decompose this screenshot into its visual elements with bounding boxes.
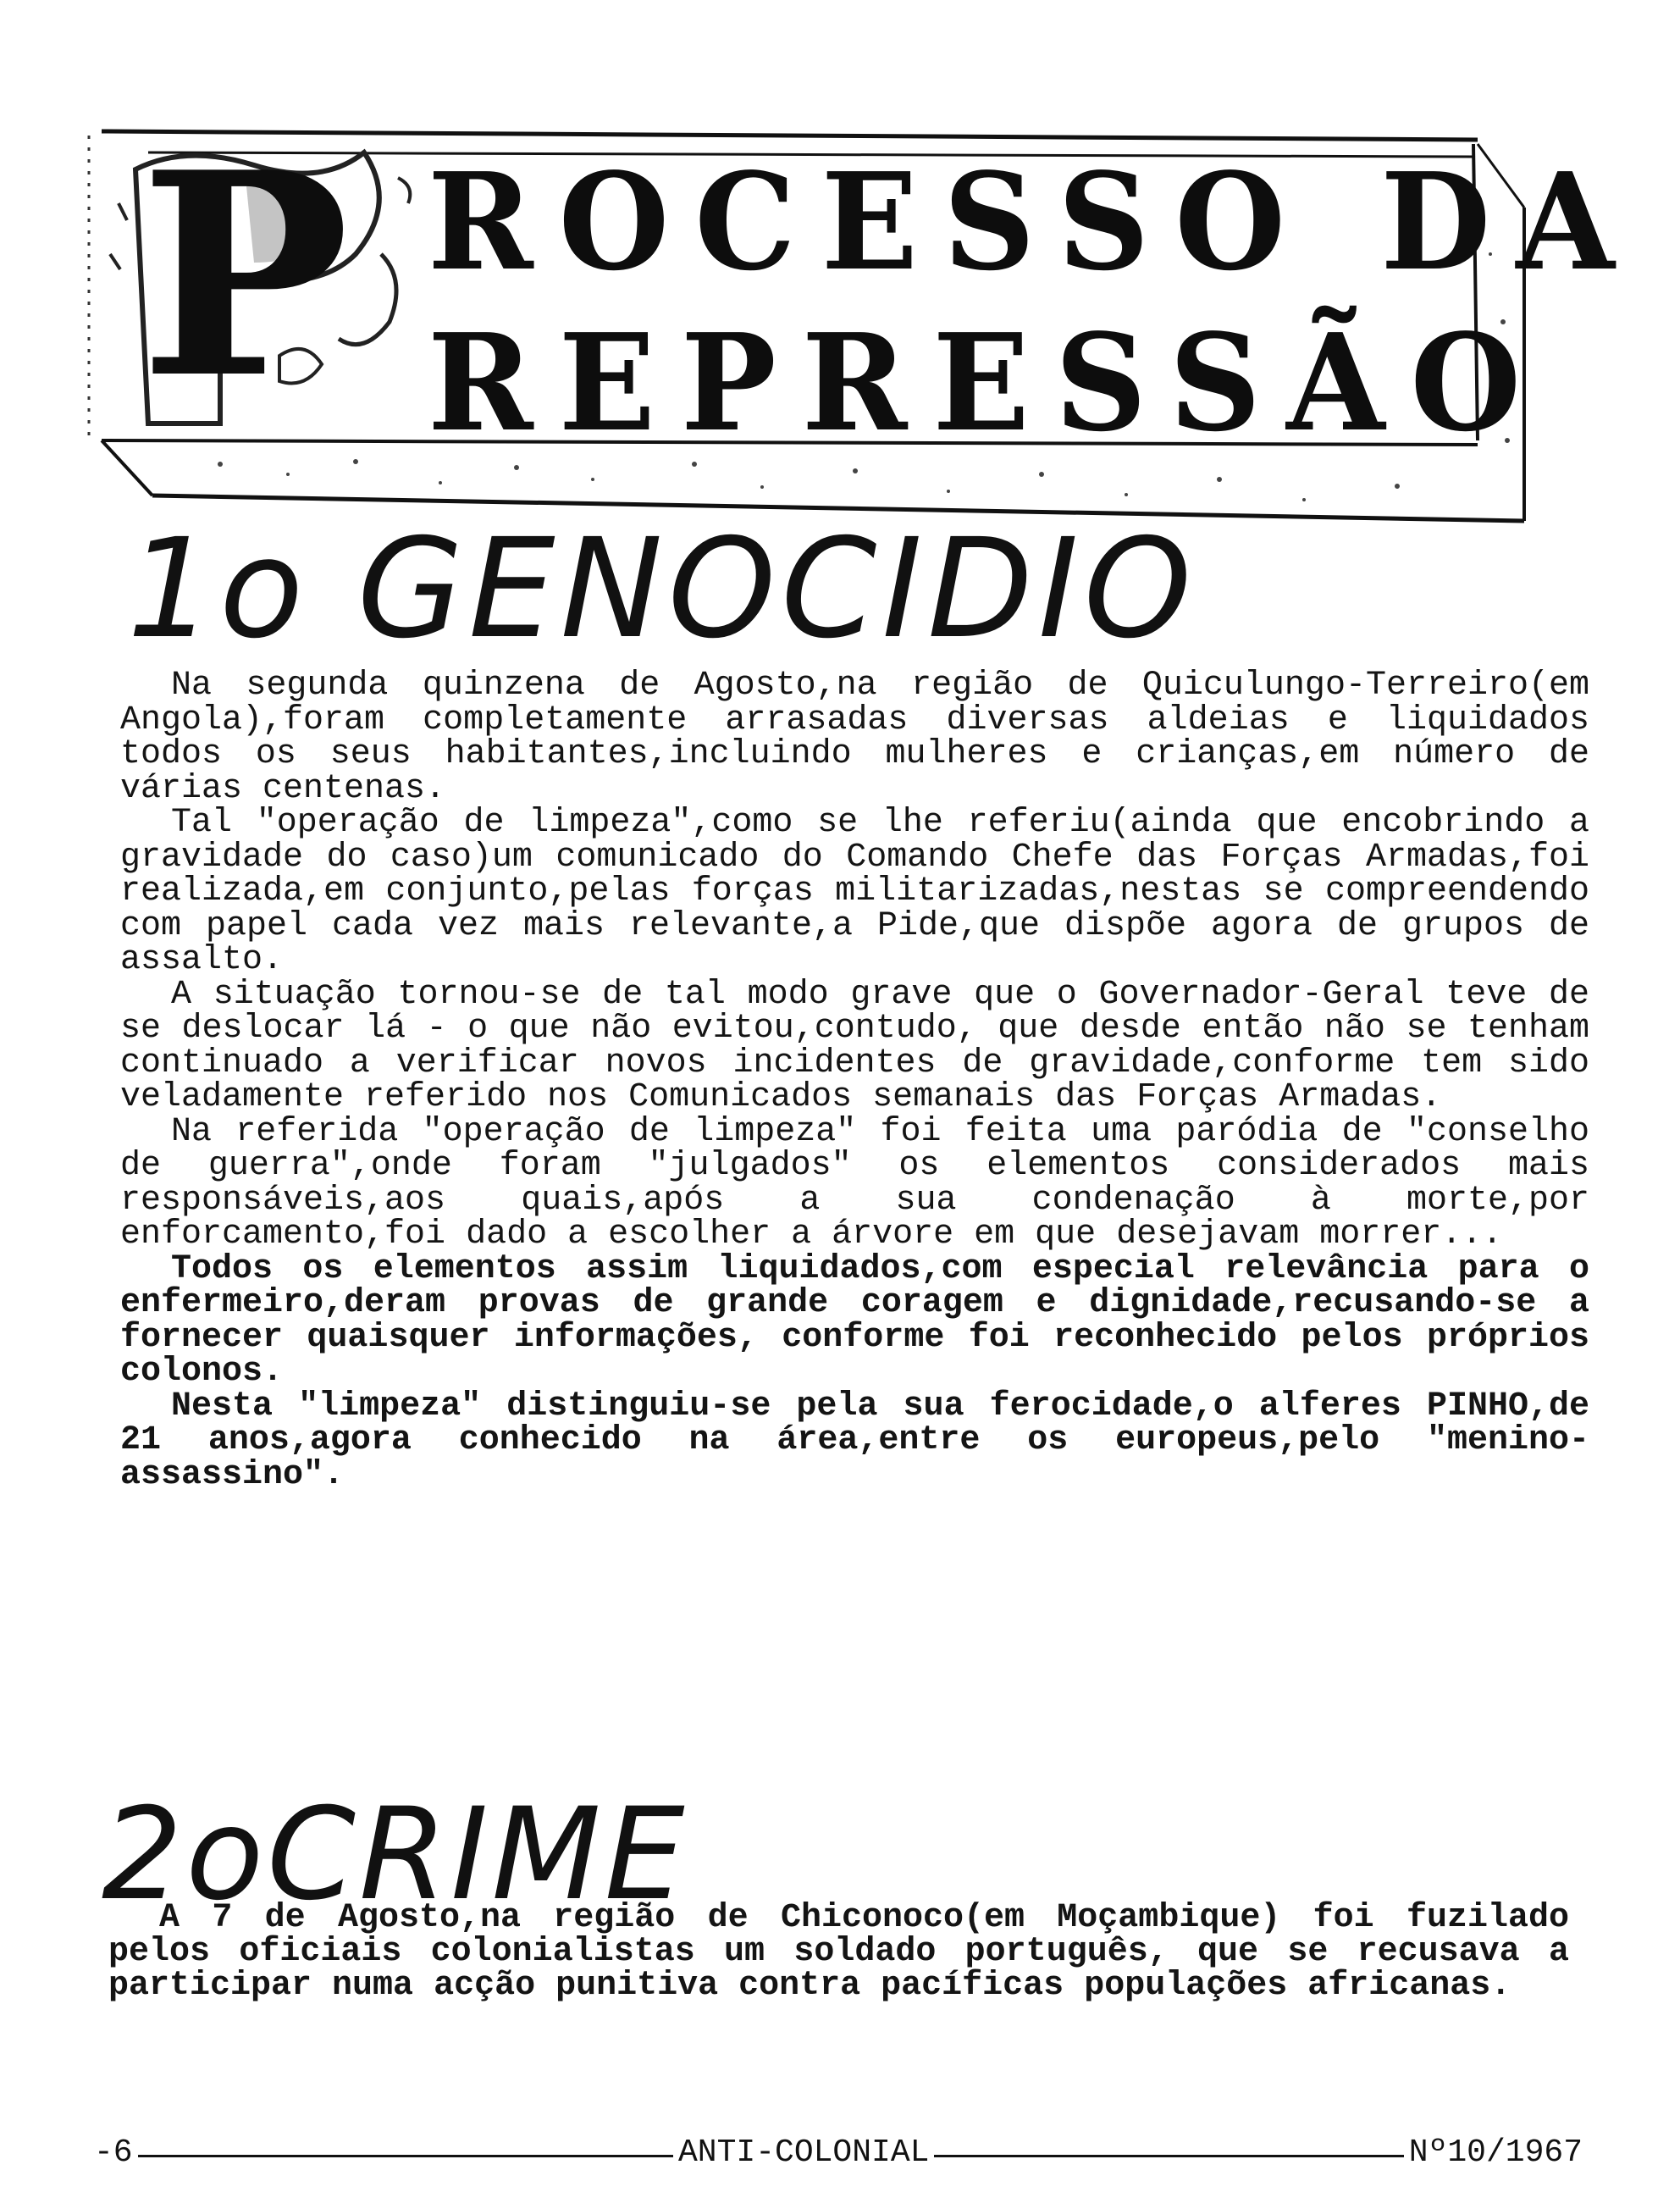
header-banner xyxy=(0,0,1680,542)
page-footer xyxy=(89,2133,1588,2184)
issue-number: Nº10/1967 xyxy=(1404,2134,1588,2171)
section-heading-genocidio: 1o GENOCIDIO xyxy=(127,510,1197,669)
banner-title-line-2: REPRESSÃO xyxy=(428,305,1547,462)
paragraph: Nesta "limpeza" distinguiu-se pela sua ferocidade,o alferes PINHO,de 21 anos,agora conhecido na área,entre os europeus,pelo "menino-assassino". xyxy=(120,1387,1589,1494)
paragraph: Na referida "operação de limpeza" foi feita uma paródia de "conselho de guerra",onde foram "julgados" os elementos considerados mais responsáveis,aos quais,após a sua condenação à morte,por enforcamento,foi dado a escolher a árvore em que desejavam morrer... xyxy=(120,1112,1589,1254)
paragraph: Tal "operação de limpeza",como se lhe referiu(ainda que encobrindo a gravidade do caso)um comunicado do Comando Chefe das Forças Armadas,foi realizada,em conjunto,pelas forças militarizadas,nestas se compreendendo com papel cada vez mais relevante,a Pide,que dispõe agora de grupos de assalto. xyxy=(120,804,1589,979)
paragraph: Todos os elementos assim liquidados,com especial relevância para o enfermeiro,deram provas de grande coragem e dignidade,recusando-se a fornecer quaisquer informações, conforme foi reconhecido pelos próprios colonos. xyxy=(120,1249,1589,1391)
paragraph: A situação tornou-se de tal modo grave que o Governador-Geral teve de se deslocar lá - o que não evitou,contudo, que desde então não se tenham continuado a verificar novos incidentes de gravidade,conforme tem sido veladamente referido nos Comunicados semanais das Forças Armadas. xyxy=(120,975,1589,1116)
banner-title-line-1: ROCESSO DA xyxy=(428,144,1640,301)
article-crime xyxy=(108,1899,1569,2005)
article-genocidio xyxy=(120,669,1589,1492)
paragraph: Na segunda quinzena de Agosto,na região de Quiculungo-Terreiro(em Angola),foram completamente arrasadas diversas aldeias e liquidados todos os seus habitantes,incluindo mulheres e crianças,em número de várias centenas. xyxy=(120,667,1589,808)
paragraph: A 7 de Agosto,na região de Chiconoco(em Moçambique) foi fuzilado pelos oficiais colonialistas um soldado português, que se recusava a participar numa acção punitiva contra pacíficas populações africanas. xyxy=(108,1899,1569,2005)
banner-initial-letter: P xyxy=(140,111,351,440)
section-heading-crime: 2oCRIME xyxy=(102,1781,688,1929)
page-number: -6 xyxy=(89,2134,138,2171)
publication-name: ANTI-COLONIAL xyxy=(673,2134,934,2171)
